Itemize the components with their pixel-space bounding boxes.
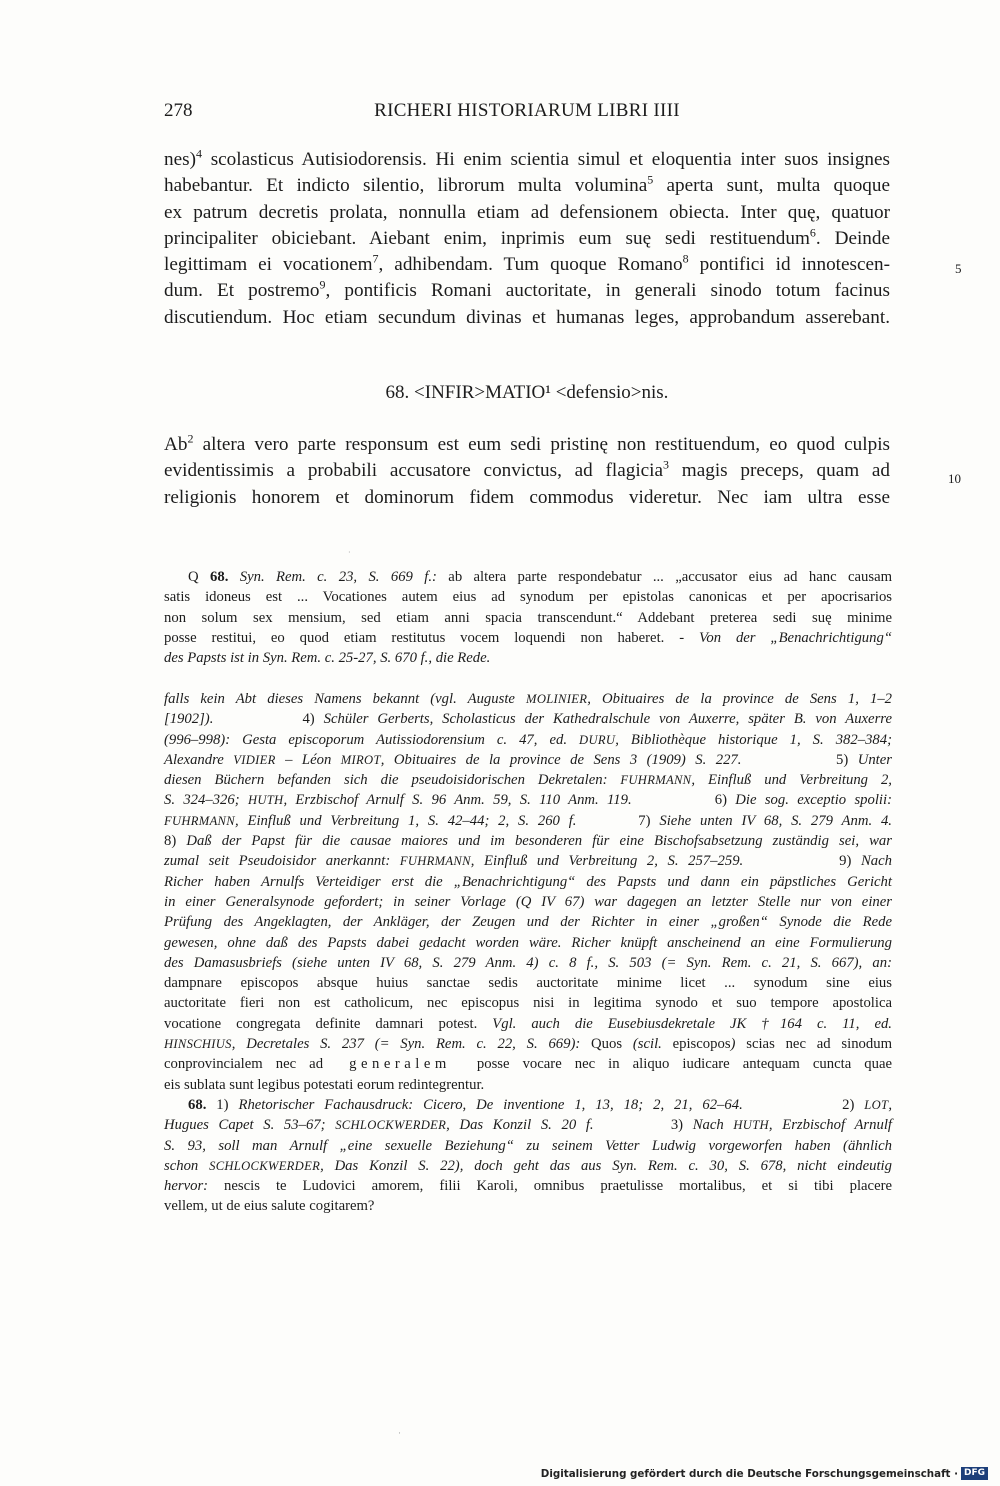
note-line: vocatione congregata definite damnari potest. Vgl. auch die Eusebiusdekretale JK †164 c. 11, ed. [164, 1015, 892, 1032]
note-line: falls kein Abt dieses Namens bekannt (vgl. Auguste MOLINIER, Obituaires de la province de Sens 1, 1–2 [164, 691, 893, 707]
text-line: dum. Et postremo$^9$, pontificis Romani auctoritate, in generali sinodo totum facinus [164, 278, 890, 302]
note-line: HINSCHIUS, Decretales S. 237 (= Syn. Rem. c. 22, S. 669): Quos (scil. episcopos) scias nec ad sinodum [164, 1036, 892, 1053]
note-line: Alexandre VIDIER – Léon MIROT, Obituaires de la province de Sens 3 (1909) S. 227. 5) Unter [164, 751, 893, 768]
page-number: 278 [164, 100, 193, 121]
note-line: eis sublata sunt legibus potestati eorum redintegrentur. [164, 1076, 485, 1093]
text-line: nes)$^4$ scolasticus Autisiodorensis. Hi enim scientia simul et eloquentia inter suos insignes [164, 146, 890, 170]
scan-mark: · [348, 548, 351, 557]
main-text-paragraph-2 [164, 432, 890, 511]
note-line: gewesen, ohne daß des Papsts dabei gedacht worden wäre. Richer knüpft anscheinend an eine Formulierung [164, 934, 892, 951]
note-line: diesen Büchern befanden sich die pseudoisidorischen Dekretalen: FUHRMANN, Einfluß und Verbreitung 2, [164, 772, 892, 789]
running-title: RICHERI HISTORIARUM LIBRI IIII [374, 100, 680, 121]
text-line: legittimam ei vocationem$^7$, adhibendam. Tum quoque Romano$^8$ pontifici id innotescen- [164, 251, 890, 276]
apparatus-notes [164, 689, 892, 1217]
note-line: Prüfung des Angeklagten, der Ankläger, der Zeugen und der Richter in einer „großen“ Synode die Rede [164, 914, 892, 931]
note-line: S. 324–326; HUTH, Erzbischof Arnulf S. 96 Anm. 59, S. 110 Anm. 119. 6) Die sog. exceptio spolii: [164, 792, 892, 809]
note-line: dampnare episcopos absque huius sanctae sedis auctoritate minime licet ... synodum sine eius [164, 975, 892, 992]
note-line: auctoritate fieri non est catholicum, nec episcopus nisi in legitima synodo et suo tempore apostolica [164, 995, 892, 1012]
note-line: Richer haben Arnulfs Verteidiger erst die „Benachrichtigung“ des Papsts und dann ein päpstliches Gericht [164, 873, 892, 890]
note-line: satis idoneus est ... Vocationes autem eius ad synodum per epistolas canonicas et per apocrisarios [164, 589, 892, 606]
note-line: posse restitui, eo quod etiam restitutus vocem loquendi non haberet. - Von der „Benachrichtigung“ [164, 629, 892, 646]
line-number-10: 10 [948, 471, 961, 486]
text-line: ex patrum decretis prolata, nonnulla etiam ad defensionem obiecta. Inter quę, quatuor [164, 201, 890, 223]
note-line: vellem, ut de eius salute cogitarem? [164, 1198, 375, 1215]
note-line: [1902]). 4) Schüler Gerberts, Scholasticus der Kathedralschule von Auxerre, später B. von Auxerre [164, 711, 892, 728]
note-line: des Damasusbriefs (siehe unten IV 68, S. 279 Anm. 4) c. 8 f., S. 503 (= Syn. Rem. c. 21, S. 667), an: [164, 954, 892, 971]
text-line: discutiendum. Hoc etiam secundum divinas et humanas leges, approbandum asserebant. [164, 306, 890, 328]
note-line: in einer Generalsynode gefordert; in seiner Vorlage (Q IV 67) war dagegen an letzter Stelle nur von einer [164, 893, 892, 910]
text-line: Ab$^2$ altera vero parte responsum est eum sedi pristinę non restituendum, eo quod culpis [164, 431, 890, 455]
text-line: evidentissimis a probabili accusatore convictus, ad flagicia$^3$ magis preceps, quam ad [164, 457, 890, 482]
note-line: (996–998): Gesta episcoporum Autissiodorensium c. 47, ed. DURU, Bibliothèque historique 1, S. 382–384; [164, 731, 892, 748]
page-header [164, 100, 890, 130]
digitization-footer [541, 1467, 988, 1480]
text-line: habebantur. Et indicto silentio, librorum multa volumina$^5$ aperta sunt, multa quoque [164, 172, 891, 197]
note-line: 8) Daß der Papst für die causae maiores und im besonderen für eine Bischofsabsetzung zuständig sei, war [164, 833, 892, 850]
line-number-5: 5 [955, 261, 962, 276]
chapter-title: 68. <INFIR>MATIO¹ <defensio>nis. [385, 382, 669, 403]
main-text-paragraph-1 [164, 147, 890, 331]
note-line: conprovincialem nec ad generalem posse vocare nec in aliquo iudicare antequam cuncta quae [164, 1056, 892, 1073]
footer-text: Digitalisierung gefördert durch die Deutsche Forschungsgemeinschaft · [540, 1467, 958, 1480]
scan-mark: · [398, 1428, 401, 1438]
source-notes [164, 567, 892, 668]
text-line: religionis honorem et dominorum fidem commodus videretur. Nec iam ultra esse [164, 486, 890, 508]
note-line: S. 93, soll man Arnulf „eine sexuelle Beziehung“ zu seinem Vetter Ludwig vorgeworfen haben (ähnlich [164, 1137, 892, 1154]
note-line: schon SCHLOCKWERDER, Das Konzil S. 22), doch geht das aus Syn. Rem. c. 30, S. 678, nicht eindeutig [164, 1157, 892, 1174]
note-line: zumal seit Pseudoisidor anerkannt: FUHRMANN, Einfluß und Verbreitung 2, S. 257–259. 9) Nach [164, 853, 892, 870]
dfg-logo: DFG [961, 1467, 988, 1480]
note-line: des Papsts ist in Syn. Rem. c. 25-27, S. 670 f., die Rede. [164, 650, 491, 667]
note-line: 68. 1) Rhetorischer Fachausdruck: Cicero, De inventione 1, 13, 18; 2, 21, 62–64. 2) LOT, [188, 1096, 892, 1113]
note-line: Q 68. Syn. Rem. c. 23, S. 669 f.: ab altera parte respondebatur ... „accusator eius ad hanc causam [188, 569, 893, 585]
note-line: Hugues Capet S. 53–67; SCHLOCKWERDER, Das Konzil S. 20 f. 3) Nach HUTH, Erzbischof Arnulf [164, 1117, 892, 1134]
note-line: hervor: nescis te Ludovici amorem, filii Karoli, omnibus praetulisse mortalibus, et si tibi placere [164, 1178, 892, 1195]
note-line: non solum sex mensium, sed etiam anni spacia transcendunt.“ Addebant preterea sedi suę minime [164, 609, 892, 626]
note-line: FUHRMANN, Einfluß und Verbreitung 1, S. 42–44; 2, S. 260 f. 7) Siehe unten IV 68, S. 279 Anm. 4. [164, 812, 892, 829]
text-line: principaliter obiciebant. Aiebant enim, inprimis eum suę sedi restituendum$^6$. Deinde [164, 225, 890, 249]
